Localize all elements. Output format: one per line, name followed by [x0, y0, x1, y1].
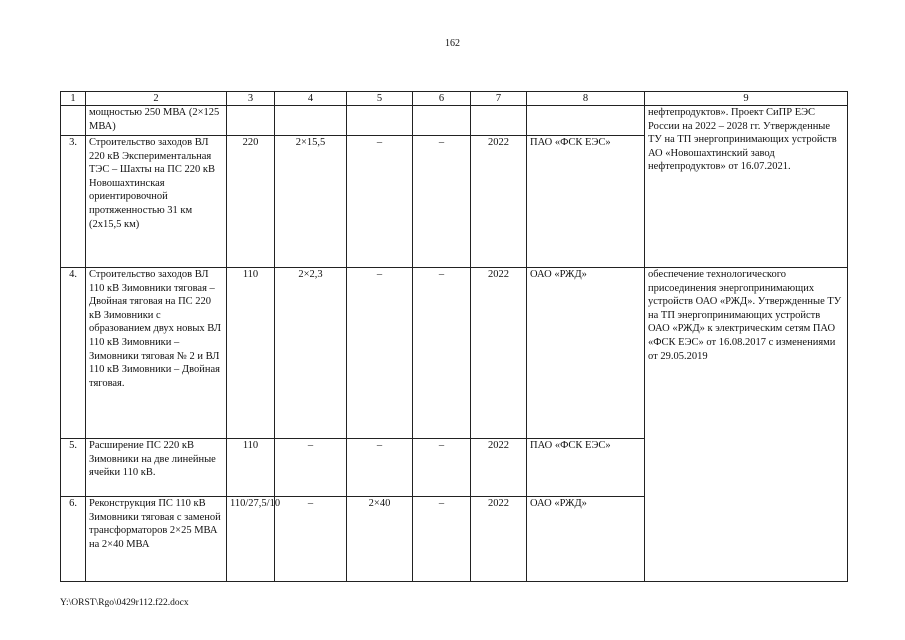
row-lines: 2×15,5 [275, 136, 347, 268]
cont-empty-6 [413, 106, 471, 136]
col-header-8: 8 [527, 92, 645, 106]
cont-empty-5 [347, 106, 413, 136]
row-voltage: 110/27,5/10 [227, 497, 275, 582]
header-row [61, 92, 848, 106]
row-col5: – [347, 136, 413, 268]
row-year: 2022 [471, 497, 527, 582]
row-col5: – [347, 268, 413, 439]
row-year: 2022 [471, 439, 527, 497]
cont-note-cell: нефтепродуктов». Проект СиПР ЕЭС России на 2022 – 2028 гг. Утвержденные ТУ на ТП энергопринимающих устройств АО «Новошахтинский завод нефтепродуктов» от 16.07.2021. [645, 106, 848, 268]
col-header-9: 9 [645, 92, 848, 106]
cont-name-cell: мощностью 250 МВА (2×125 МВА) [86, 106, 227, 136]
row-col6: – [413, 268, 471, 439]
row-org: ОАО «РЖД» [527, 268, 645, 439]
row-number: 3. [61, 136, 86, 268]
row-voltage: 110 [227, 439, 275, 497]
row-number: 5. [61, 439, 86, 497]
col-header-2: 2 [86, 92, 227, 106]
row-lines: 2×2,3 [275, 268, 347, 439]
row-col5: – [347, 439, 413, 497]
row-org: ПАО «ФСК ЕЭС» [527, 439, 645, 497]
row-col5: 2×40 [347, 497, 413, 582]
row-org: ПАО «ФСК ЕЭС» [527, 136, 645, 268]
row-col6: – [413, 136, 471, 268]
row-col6: – [413, 497, 471, 582]
row-voltage: 220 [227, 136, 275, 268]
footer-file-path: Y:\ORST\Rgo\0429r112.f22.docx [60, 598, 189, 608]
row-year: 2022 [471, 136, 527, 268]
projects-table [60, 91, 848, 582]
cont-empty-3 [227, 106, 275, 136]
row-col6: – [413, 439, 471, 497]
cont-empty-8 [527, 106, 645, 136]
cont-num-cell [61, 106, 86, 136]
row-number: 4. [61, 268, 86, 439]
row-name: Строительство заходов ВЛ 110 кВ Зимовники тяговая – Двойная тяговая на ПС 220 кВ Зимовники с образованием двух новых ВЛ 110 кВ Зимовники – Зимовники тяговая № 2 и ВЛ 110 кВ Зимовники – Двойная тяговая. [86, 268, 227, 439]
col-header-1: 1 [61, 92, 86, 106]
col-header-3: 3 [227, 92, 275, 106]
continuation-row [61, 106, 848, 136]
row-lines: – [275, 439, 347, 497]
row-name: Расширение ПС 220 кВ Зимовники на две линейные ячейки 110 кВ. [86, 439, 227, 497]
cont-empty-7 [471, 106, 527, 136]
merged-note-cell: обеспечение технологического присоединения энергопринимающих устройств ОАО «РЖД». Утвержденные ТУ на ТП энергопринимающих устройств ОАО «РЖД» к электрическим сетям ПАО «ФСК ЕЭС» от 16.08.2017 с изменениями от 29.05.2019 [645, 268, 848, 582]
table-row [61, 268, 848, 439]
row-lines: – [275, 497, 347, 582]
row-name: Строительство заходов ВЛ 220 кВ Экспериментальная ТЭС – Шахты на ПС 220 кВ Новошахтинская ориентировочной протяженностью 31 км (2х15,5 км) [86, 136, 227, 268]
col-header-6: 6 [413, 92, 471, 106]
page-number: 162 [445, 38, 460, 49]
col-header-7: 7 [471, 92, 527, 106]
row-number: 6. [61, 497, 86, 582]
row-name: Реконструкция ПС 110 кВ Зимовники тяговая с заменой трансформаторов 2×25 МВА на 2×40 МВА [86, 497, 227, 582]
row-org: ОАО «РЖД» [527, 497, 645, 582]
col-header-5: 5 [347, 92, 413, 106]
row-voltage: 110 [227, 268, 275, 439]
col-header-4: 4 [275, 92, 347, 106]
row-year: 2022 [471, 268, 527, 439]
cont-empty-4 [275, 106, 347, 136]
